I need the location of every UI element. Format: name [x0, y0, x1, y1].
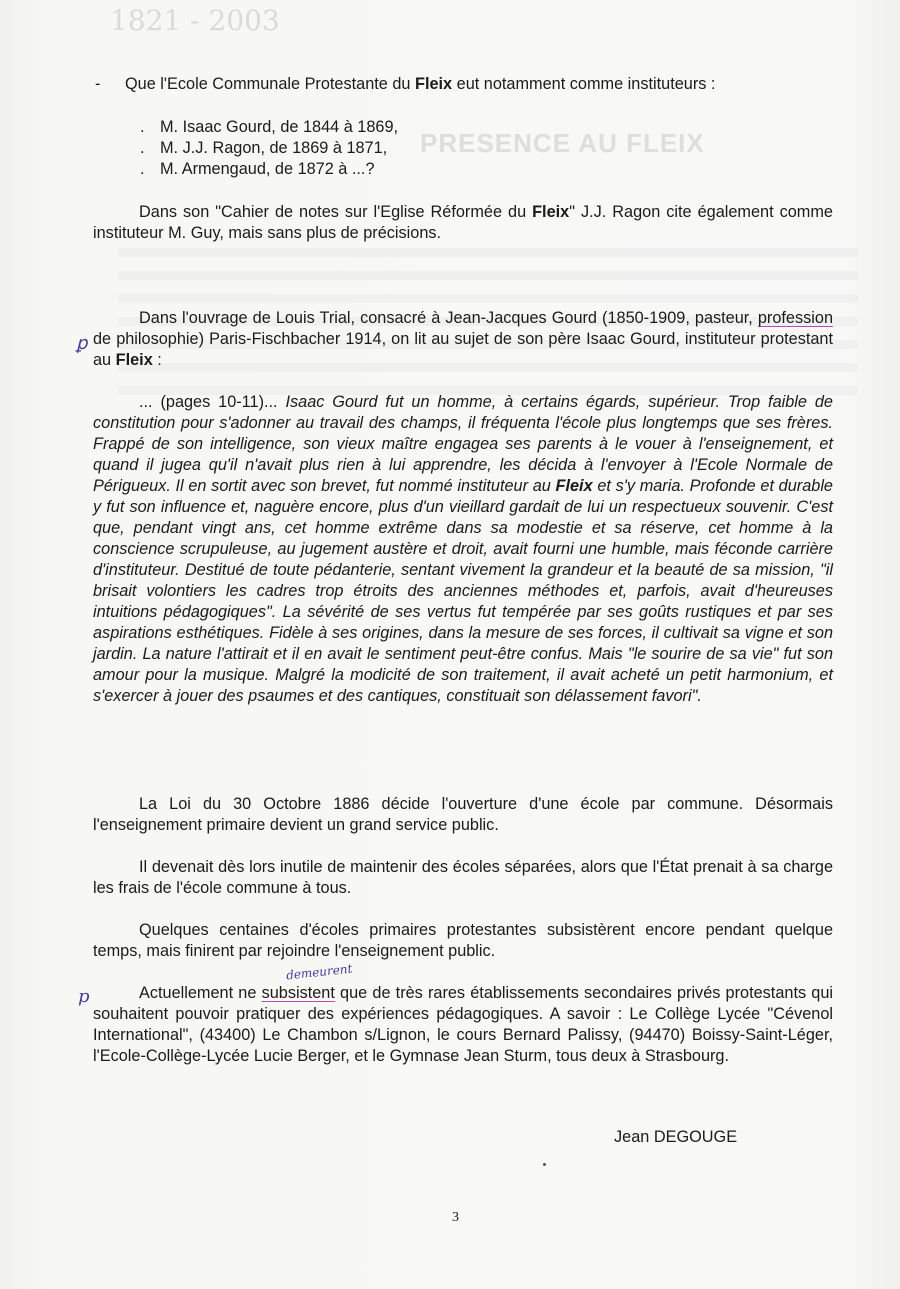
quote-paragraph	[93, 392, 833, 707]
intro-fleix: Fleix	[415, 75, 453, 93]
trial-underlined-word: profession	[757, 309, 833, 327]
actuellement-underlined-word: subsistent	[261, 984, 335, 1002]
quote-text-1: Isaac Gourd fut un homme, à certains égards, supérieur. Trop faible de constitution pour s'adonner au travail des champs, il fréquenta l'école plus longtemps que ses frères. Frappé de son intelligence, son vieux maître engagea ses parents à le vouer à l'enseignement, et quand il jugea qu'il n'avait plus rien à lui apprendre, les décida à l'envoyer à l'Ecole Normale de Périgueux. Il en sortit avec son brevet, fut nommé instituteur au	[93, 393, 833, 495]
loi-paragraph: La Loi du 30 Octobre 1886 décide l'ouverture d'une école par commune. Désormais l'enseignement primaire devient un grand service public.	[93, 795, 833, 834]
bleed-through-title: PRESENCE AU FLEIX	[420, 128, 705, 158]
margin-mark-1: ꝑ	[76, 333, 88, 354]
page-number: 3	[452, 1210, 459, 1225]
ragon-text-2: " J.J. Ragon cite également comme instituteur M. Guy, mais sans plus de précisions.	[93, 203, 833, 242]
quote-lead: ... (pages 10-11)...	[139, 393, 286, 411]
actuellement-text-2: que de très rares établissements secondaires privés protestants qui souhaitent pouvoir pratiquer des expériences pédagogiques. A savoir : Le Collège Lycée "Cévenol International", (43400) Le Chambon s/Lignon, le cours Bernard Palissy, (94470) Boissy-Saint-Léger, l'Ecole-Collège-Lycée Lucie Berger, et le Gymnase Jean Sturm, tous deux à Strasbourg.	[93, 984, 834, 1065]
centaines-paragraph: Quelques centaines d'écoles primaires protestantes subsistèrent encore pendant quelque temps, mais finirent par rejoindre l'enseignement public.	[93, 921, 833, 960]
trial-text-2: de philosophie) Paris-Fischbacher 1914, on lit au sujet de son père Isaac Gourd, instituteur protestant au	[93, 330, 833, 369]
trial-text-3: :	[152, 351, 162, 369]
teacher-list	[140, 117, 398, 180]
ragon-paragraph	[93, 202, 833, 244]
handwritten-correction: demeurent	[285, 961, 353, 983]
teacher-text: M. J.J. Ragon, de 1869 à 1871,	[160, 139, 388, 157]
trial-fleix: Fleix	[115, 351, 153, 369]
actuellement-text-1: Actuellement ne	[139, 984, 262, 1002]
actuellement-paragraph	[93, 983, 833, 1067]
inutile-paragraph: Il devenait dès lors inutile de maintenir des écoles séparées, alors que l'État prenait à sa charge les frais de l'école commune à tous.	[93, 858, 833, 897]
intro-bullet: -	[95, 75, 101, 93]
bleed-through-scribble: 1821 - 2003	[110, 4, 280, 37]
list-bullet: .	[140, 118, 145, 136]
intro-text-1: Que l'Ecole Communale Protestante du	[125, 75, 415, 93]
trial-paragraph	[93, 308, 833, 371]
ragon-fleix: Fleix	[532, 203, 570, 221]
signature: Jean DEGOUGE	[614, 1128, 738, 1146]
ragon-text-1: Dans son "Cahier de notes sur l'Eglise Réformée du	[139, 203, 533, 221]
margin-mark-2: p	[78, 986, 90, 1007]
teacher-item	[140, 159, 398, 180]
quote-fleix: Fleix	[555, 477, 593, 495]
list-bullet: .	[140, 139, 145, 157]
list-bullet: .	[140, 160, 145, 178]
trial-text-1: Dans l'ouvrage de Louis Trial, consacré à Jean-Jacques Gourd (1850-1909, pasteur,	[139, 309, 758, 327]
teacher-text: M. Armengaud, de 1872 à ...?	[160, 160, 375, 178]
intro-line	[95, 74, 845, 95]
teacher-item	[140, 117, 398, 138]
quote-text-2: et s'y maria. Profonde et durable y fut son influence et, naguère encore, plus d'un vieillard gardait de lui un respectueux souvenir. C'est que, pendant vingt ans, cet homme extrême dans sa modestie et sa réserve, cet homme à la conscience scrupuleuse, au jugement austère et droit, avait fourni une humble, mais féconde carrière d'instituteur. Destitué de toute pédanterie, sentant vivement la grandeur et la beauté de sa mission, "il brisait volontiers les cadres trop étroits des anciennes méthodes et, parfois, avait d'heureuses intuitions pédagogiques". La sévérité de ses vertus fut tempérée par ses goûts rustiques et par ses aspirations esthétiques. Fidèle à ses origines, dans la mesure de ses forces, il cultivait sa vigne et son jardin. La nature l'attirait et il en avait le sentiment peut-être confus. Mais "le sourire de sa vie" fut son amour pour la musique. Malgré la modicité de son traitement, il avait acheté un petit harmonium, et s'exercer à jouer des psaumes et des cantiques, constituait son délassement favori".	[93, 477, 833, 705]
teacher-text: M. Isaac Gourd, de 1844 à 1869,	[160, 118, 399, 136]
intro-text-2: eut notamment comme instituteurs :	[452, 75, 716, 93]
teacher-item	[140, 138, 398, 159]
ink-dot	[543, 1163, 546, 1166]
